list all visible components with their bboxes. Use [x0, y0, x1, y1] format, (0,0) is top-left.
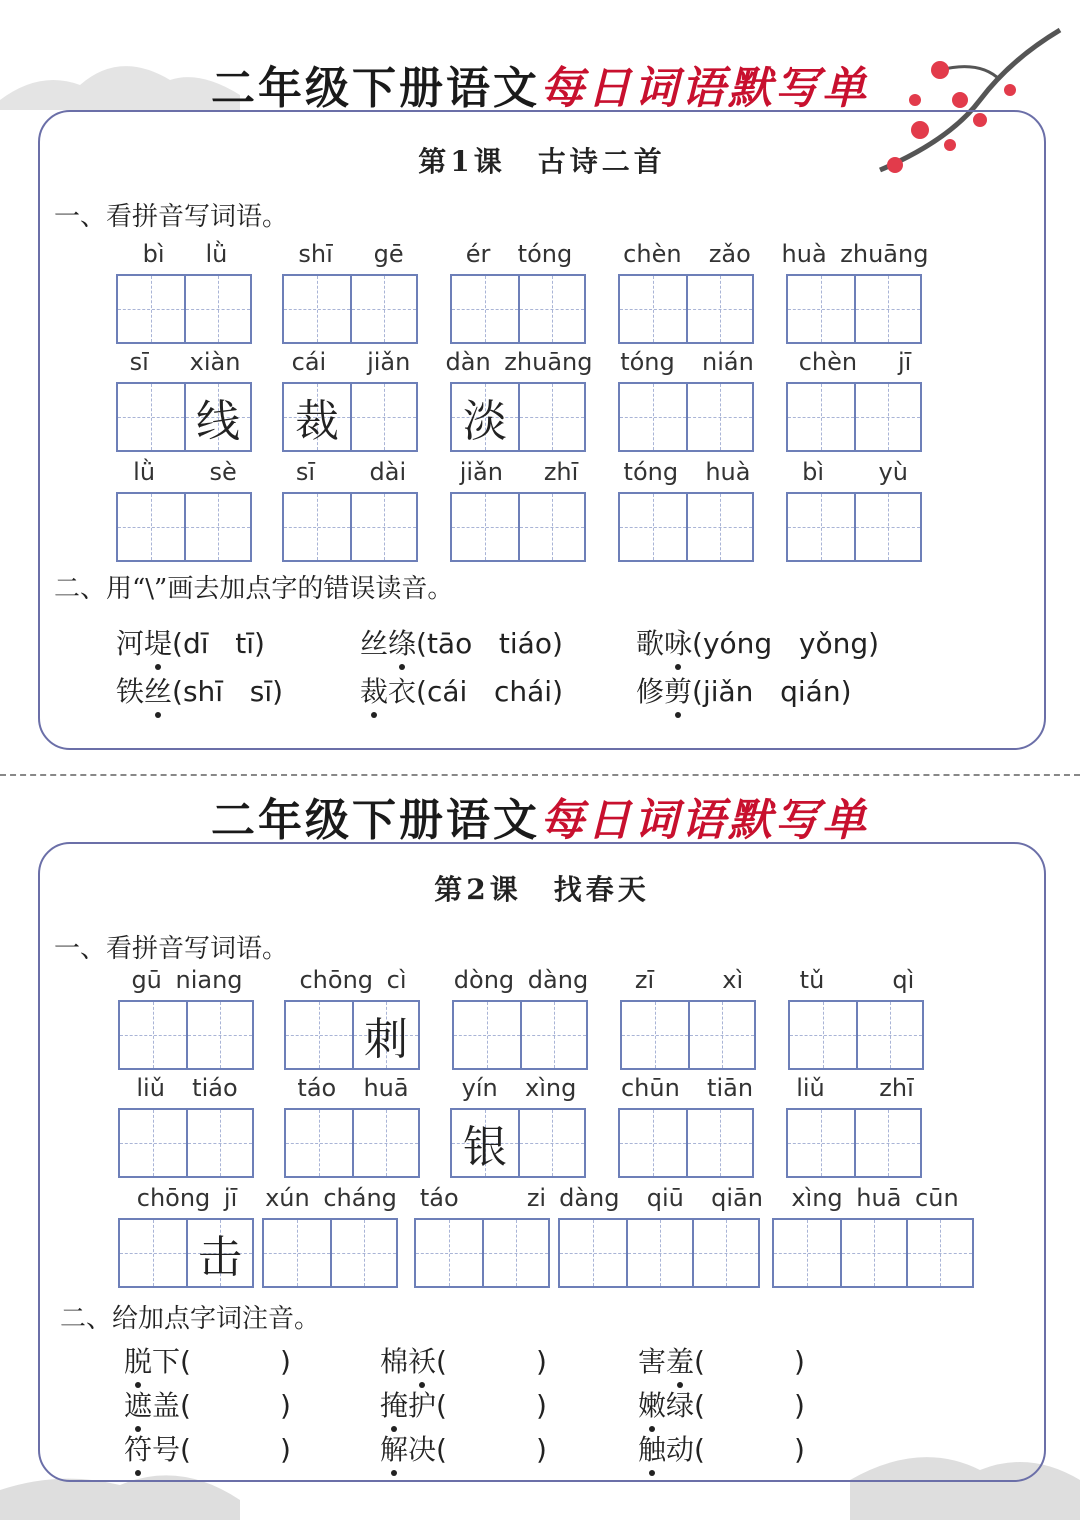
cell-character [788, 1110, 854, 1176]
pinyin-word [786, 1074, 924, 1178]
pinyin-label: yín xìng [461, 1074, 577, 1102]
item-character: 符 [124, 1428, 152, 1468]
cell-character [856, 384, 920, 450]
pinyin-label: zī xì [634, 966, 744, 994]
pinyin-label: chōng jī [136, 1184, 238, 1212]
item-character: 铁 [116, 675, 145, 708]
pinyin-label: gū niang [131, 966, 243, 994]
pinyin-label: shī gē [298, 240, 404, 268]
pinyin-word [414, 1184, 552, 1288]
cell-character [120, 1220, 186, 1286]
exercise-item [638, 1428, 805, 1468]
tianzige-cell[interactable] [688, 1002, 754, 1068]
cell-character [788, 384, 854, 450]
section-2-title: 二、用“\”画去加点字的错误读音。 [54, 574, 454, 604]
tianzige-grid[interactable] [618, 492, 754, 562]
pinyin-word [116, 458, 254, 562]
tianzige-grid[interactable] [450, 492, 586, 562]
cell-character [774, 1220, 840, 1286]
cell-character [842, 1220, 906, 1286]
cell-character [118, 384, 184, 450]
cell-character [856, 494, 920, 560]
cell-character [620, 384, 686, 450]
pinyin-word [450, 240, 588, 344]
tianzige-cell[interactable] [518, 384, 584, 450]
cell-character [186, 494, 250, 560]
tianzige-cell[interactable] [620, 276, 686, 342]
tianzige-cell[interactable] [788, 494, 854, 560]
pinyin-label: lǜ sè [133, 458, 237, 486]
cell-character [186, 276, 250, 342]
tianzige-cell[interactable] [788, 384, 854, 450]
tianzige-grid[interactable] [558, 1218, 760, 1288]
pinyin-word [618, 458, 756, 562]
pinyin-word [618, 240, 756, 344]
pinyin-word [445, 348, 593, 452]
answer-parentheses[interactable]: (tāo tiáo) [416, 627, 563, 660]
cell-character [908, 1220, 972, 1286]
answer-parentheses[interactable]: (dī tī) [172, 627, 265, 660]
pinyin-word [620, 966, 758, 1070]
exercise-item [360, 622, 563, 662]
tianzige-grid[interactable] [284, 1000, 420, 1070]
tianzige-cell[interactable] [854, 384, 920, 450]
tianzige-cell[interactable] [184, 384, 250, 450]
answer-parentheses[interactable]: ( ) [180, 1345, 291, 1378]
cell-character [286, 1002, 352, 1068]
answer-parentheses[interactable]: ( ) [694, 1345, 805, 1378]
tianzige-grid[interactable] [450, 1108, 586, 1178]
cell-character [520, 1110, 584, 1176]
exercise-item [638, 1384, 805, 1424]
pinyin-word [618, 348, 756, 452]
exercise-item [380, 1340, 547, 1380]
cell-character [118, 276, 184, 342]
cell-character [560, 1220, 626, 1286]
tianzige-grid[interactable] [282, 382, 418, 452]
tianzige-grid[interactable] [620, 1000, 756, 1070]
tianzige-cell[interactable] [840, 1220, 906, 1286]
tianzige-cell[interactable] [264, 1220, 330, 1286]
pinyin-word [282, 240, 420, 344]
item-character: 棉 [380, 1345, 409, 1378]
cell-character: 裁 [295, 396, 339, 447]
cell-character [454, 1002, 520, 1068]
pinyin-label: sī dài [295, 458, 407, 486]
cell-character [120, 1110, 186, 1176]
tianzige-cell[interactable] [186, 1110, 252, 1176]
tianzige-cell[interactable] [118, 384, 184, 450]
tianzige-cell[interactable] [686, 384, 752, 450]
tianzige-cell[interactable] [518, 276, 584, 342]
pinyin-word [118, 1184, 256, 1288]
tianzige-grid[interactable] [788, 1000, 924, 1070]
header-grade-text: 二年级下册语文 [211, 795, 540, 846]
cell-character [188, 1110, 252, 1176]
cell-character [484, 1220, 548, 1286]
tianzige-grid[interactable] [118, 1000, 254, 1070]
tianzige-cell[interactable] [186, 1220, 252, 1286]
item-character: 嫩 [638, 1384, 666, 1424]
exercise-item [380, 1384, 547, 1424]
pinyin-word [786, 458, 924, 562]
header-grade-text: 二年级下册语文 [211, 63, 540, 114]
item-character: 丝 [360, 627, 389, 660]
pinyin-word [786, 348, 924, 452]
cell-character [520, 494, 584, 560]
tianzige-cell[interactable] [286, 1002, 352, 1068]
item-character: 河 [116, 627, 145, 660]
cell-character [352, 276, 416, 342]
tianzige-cell[interactable] [620, 384, 686, 450]
pinyin-word [262, 1184, 400, 1288]
tianzige-cell[interactable] [416, 1220, 482, 1286]
cell-character [352, 494, 416, 560]
pinyin-label: bì yù [802, 458, 908, 486]
item-character: 裁 [360, 670, 388, 710]
tianzige-cell[interactable] [686, 1110, 752, 1176]
cell-character [354, 1110, 418, 1176]
tianzige-cell[interactable] [686, 276, 752, 342]
pinyin-label: chèn zǎo [623, 240, 751, 268]
tianzige-grid[interactable] [116, 492, 252, 562]
pinyin-label: jiǎn zhī [459, 458, 579, 486]
tianzige-cell[interactable] [788, 1110, 854, 1176]
cell-character [688, 384, 752, 450]
cell-character [332, 1220, 396, 1286]
cell-character [620, 494, 686, 560]
pinyin-word [284, 966, 422, 1070]
pinyin-label: táo huā [297, 1074, 409, 1102]
tianzige-cell[interactable] [626, 1220, 692, 1286]
pinyin-word [450, 1074, 588, 1178]
pinyin-word [118, 966, 256, 1070]
tianzige-cell[interactable] [620, 494, 686, 560]
pinyin-label: táo zi [419, 1184, 547, 1212]
answer-parentheses[interactable]: ( ) [694, 1433, 805, 1466]
tianzige-grid[interactable] [618, 274, 754, 344]
item-character: 丝 [144, 670, 172, 710]
pinyin-label: liǔ zhī [796, 1074, 914, 1102]
cell-character [620, 276, 686, 342]
tianzige-cell[interactable] [286, 1110, 352, 1176]
tianzige-cell[interactable] [186, 1002, 252, 1068]
pinyin-label: xún cháng [265, 1184, 397, 1212]
answer-parentheses[interactable]: ( ) [694, 1389, 805, 1422]
tianzige-grid[interactable] [450, 274, 586, 344]
pinyin-word [282, 458, 420, 562]
exercise-item [360, 670, 563, 710]
item-character: 遮 [124, 1384, 152, 1424]
exercise-item [116, 622, 265, 662]
tianzige-grid[interactable] [262, 1218, 398, 1288]
cell-character [856, 276, 920, 342]
tianzige-cell[interactable] [284, 384, 350, 450]
cell-character [788, 494, 854, 560]
tianzige-cell[interactable] [454, 1002, 520, 1068]
exercise-item [124, 1428, 291, 1468]
tianzige-cell[interactable] [284, 276, 350, 342]
cell-character: 淡 [463, 396, 507, 447]
pinyin-word [116, 240, 254, 344]
pinyin-label: chèn jī [798, 348, 912, 376]
item-character: 剪 [664, 670, 692, 710]
tianzige-cell[interactable] [774, 1220, 840, 1286]
cell-character [520, 384, 584, 450]
exercise-item [124, 1340, 291, 1380]
pinyin-label: tǔ qì [799, 966, 915, 994]
cell-character [788, 276, 854, 342]
exercise-item [124, 1384, 291, 1424]
header-daily-text: 每日词语默写单 [540, 63, 869, 114]
exercise-item [638, 1340, 805, 1380]
sheet-2-panel [38, 842, 1046, 1482]
tianzige-cell[interactable] [854, 1110, 920, 1176]
pinyin-word [282, 348, 420, 452]
tianzige-cell[interactable] [350, 384, 416, 450]
exercise-item [636, 622, 879, 662]
section-2-title: 二、给加点字词注音。 [60, 1304, 321, 1334]
pinyin-word [781, 240, 929, 344]
item-character: 咏 [664, 622, 692, 662]
header-daily-text: 每日词语默写单 [540, 795, 869, 846]
tianzige-cell[interactable] [520, 1002, 586, 1068]
cell-character [352, 384, 416, 450]
tianzige-cell[interactable] [184, 276, 250, 342]
tianzige-cell[interactable] [352, 1002, 418, 1068]
cell-character [628, 1220, 692, 1286]
tianzige-cell[interactable] [906, 1220, 972, 1286]
answer-parentheses[interactable]: (cái chái) [416, 675, 563, 708]
tianzige-cell[interactable] [518, 494, 584, 560]
tianzige-grid[interactable] [786, 382, 922, 452]
pinyin-word [558, 1184, 764, 1288]
pinyin-word [284, 1074, 422, 1178]
tianzige-cell[interactable] [452, 384, 518, 450]
cell-character [284, 494, 350, 560]
tianzige-cell[interactable] [854, 276, 920, 342]
cell-character [522, 1002, 586, 1068]
cell-character [694, 1220, 758, 1286]
pinyin-label: tóng huà [623, 458, 751, 486]
cell-character: 击 [198, 1232, 242, 1283]
tianzige-cell[interactable] [452, 1110, 518, 1176]
tianzige-cell[interactable] [118, 494, 184, 560]
section-1-title: 一、看拼音写词语。 [54, 934, 289, 964]
cell-character [188, 1002, 252, 1068]
cell-character [856, 1110, 920, 1176]
item-character: 下 [152, 1345, 181, 1378]
cell-character [690, 1002, 754, 1068]
item-character: 动 [666, 1433, 695, 1466]
tianzige-cell[interactable] [352, 1110, 418, 1176]
item-character: 绦 [388, 622, 416, 662]
cell-character [120, 1002, 186, 1068]
pinyin-label: chūn tiān [620, 1074, 754, 1102]
pinyin-label: huà zhuāng [781, 240, 929, 268]
item-character: 护 [408, 1389, 437, 1422]
cell-character [416, 1220, 482, 1286]
lesson-title: 第2课 找春天 [434, 873, 650, 906]
pinyin-label: xìng huā cūn [791, 1184, 959, 1212]
cell-character [688, 276, 752, 342]
item-character: 堤 [144, 622, 172, 662]
answer-parentheses[interactable]: ( ) [436, 1433, 547, 1466]
cell-character [790, 1002, 856, 1068]
tianzige-cell[interactable] [790, 1002, 856, 1068]
tianzige-cell[interactable] [120, 1220, 186, 1286]
pinyin-label: sī xiàn [129, 348, 241, 376]
item-character: 害 [638, 1345, 667, 1378]
tianzige-grid[interactable] [118, 1218, 254, 1288]
sheet-1-panel [38, 110, 1046, 750]
item-character: 绿 [666, 1389, 695, 1422]
sheet-2-header [0, 784, 1080, 848]
tianzige-grid[interactable] [284, 1108, 420, 1178]
cell-character [452, 494, 518, 560]
tianzige-cell[interactable] [686, 494, 752, 560]
tianzige-cell[interactable] [284, 494, 350, 560]
cell-character [286, 1110, 352, 1176]
answer-parentheses[interactable]: ( ) [180, 1389, 291, 1422]
tianzige-grid[interactable] [118, 1108, 254, 1178]
answer-parentheses[interactable]: (jiǎn qián) [692, 675, 852, 708]
tianzige-cell[interactable] [350, 494, 416, 560]
tianzige-cell[interactable] [350, 276, 416, 342]
tianzige-grid[interactable] [116, 382, 252, 452]
pinyin-word [116, 348, 254, 452]
tianzige-grid[interactable] [618, 1108, 754, 1178]
tianzige-cell[interactable] [692, 1220, 758, 1286]
answer-parentheses[interactable]: ( ) [180, 1433, 291, 1466]
item-character: 修 [636, 675, 665, 708]
cell-character [622, 1002, 688, 1068]
exercise-item [116, 670, 283, 710]
cut-line [0, 774, 1080, 776]
cell-character: 刺 [364, 1014, 408, 1065]
tianzige-grid[interactable] [282, 274, 418, 344]
cell-character [284, 276, 350, 342]
pinyin-label: cái jiǎn [291, 348, 411, 376]
pinyin-label: ér tóng [465, 240, 573, 268]
answer-parentheses[interactable]: ( ) [436, 1345, 547, 1378]
pinyin-word [452, 966, 590, 1070]
item-character: 歌 [636, 627, 665, 660]
cell-character [520, 276, 584, 342]
answer-parentheses[interactable]: ( ) [436, 1389, 547, 1422]
pinyin-label: chōng cì [299, 966, 407, 994]
pinyin-word [450, 458, 588, 562]
cell-character [452, 276, 518, 342]
cell-character: 银 [463, 1122, 507, 1173]
pinyin-label: dàn zhuāng [445, 348, 593, 376]
tianzige-cell[interactable] [452, 494, 518, 560]
item-character: 盖 [152, 1389, 181, 1422]
item-character: 触 [638, 1428, 666, 1468]
tianzige-cell[interactable] [120, 1002, 186, 1068]
tianzige-cell[interactable] [856, 1002, 922, 1068]
tianzige-cell[interactable] [622, 1002, 688, 1068]
cell-character [620, 1110, 686, 1176]
tianzige-grid[interactable] [618, 382, 754, 452]
exercise-item [380, 1428, 547, 1468]
item-character: 脱 [124, 1340, 152, 1380]
tianzige-cell[interactable] [482, 1220, 548, 1286]
tianzige-grid[interactable] [786, 274, 922, 344]
item-character: 决 [408, 1433, 437, 1466]
tianzige-cell[interactable] [620, 1110, 686, 1176]
cell-character [118, 494, 184, 560]
tianzige-grid[interactable] [116, 274, 252, 344]
exercise-item [636, 670, 852, 710]
cell-character [858, 1002, 922, 1068]
lesson-title: 第1课 古诗二首 [418, 145, 666, 178]
tianzige-cell[interactable] [184, 494, 250, 560]
pinyin-word [772, 1184, 978, 1288]
section-1-title: 一、看拼音写词语。 [54, 202, 289, 232]
item-character: 袄 [408, 1340, 436, 1380]
tianzige-cell[interactable] [120, 1110, 186, 1176]
item-character: 衣 [388, 675, 417, 708]
tianzige-cell[interactable] [854, 494, 920, 560]
pinyin-word [118, 1074, 256, 1178]
pinyin-label: dòng dàng [453, 966, 589, 994]
item-character: 号 [152, 1433, 181, 1466]
pinyin-label: dàng qiū qiān [559, 1184, 763, 1212]
tianzige-cell[interactable] [788, 276, 854, 342]
tianzige-grid[interactable] [450, 382, 586, 452]
tianzige-cell[interactable] [330, 1220, 396, 1286]
tianzige-grid[interactable] [452, 1000, 588, 1070]
item-character: 解 [380, 1428, 408, 1468]
cell-character [264, 1220, 330, 1286]
tianzige-grid[interactable] [282, 492, 418, 562]
pinyin-label: liǔ tiáo [136, 1074, 238, 1102]
tianzige-cell[interactable] [452, 276, 518, 342]
pinyin-label: tóng nián [620, 348, 754, 376]
cell-character [688, 494, 752, 560]
cell-character [688, 1110, 752, 1176]
pinyin-word [618, 1074, 756, 1178]
sheet-1-header [0, 52, 1080, 116]
tianzige-grid[interactable] [772, 1218, 974, 1288]
tianzige-cell[interactable] [518, 1110, 584, 1176]
tianzige-cell[interactable] [118, 276, 184, 342]
tianzige-grid[interactable] [786, 492, 922, 562]
answer-parentheses[interactable]: (shī sī) [172, 675, 284, 708]
item-character: 掩 [380, 1384, 408, 1424]
tianzige-grid[interactable] [414, 1218, 550, 1288]
tianzige-cell[interactable] [560, 1220, 626, 1286]
cell-character: 线 [196, 396, 240, 447]
pinyin-word [788, 966, 926, 1070]
tianzige-grid[interactable] [786, 1108, 922, 1178]
pinyin-label: bì lǜ [142, 240, 228, 268]
item-character: 羞 [666, 1340, 694, 1380]
answer-parentheses[interactable]: (yóng yǒng) [692, 627, 880, 660]
